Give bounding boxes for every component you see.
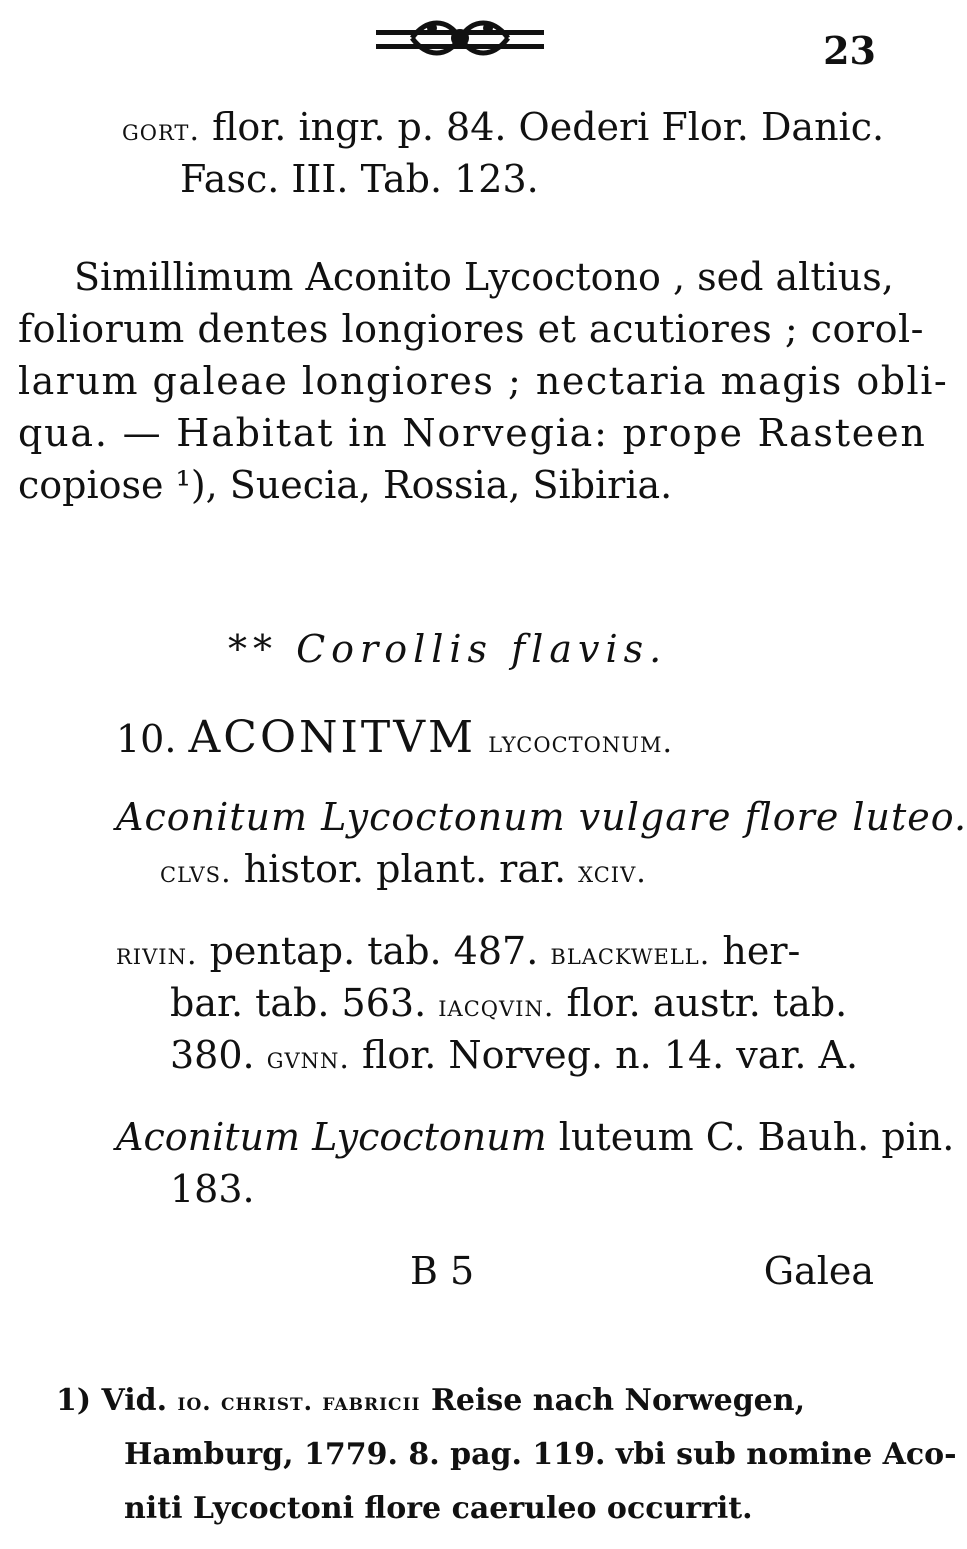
reference-line	[122, 105, 885, 149]
synonym-line	[116, 929, 801, 973]
footnote-text: Reise nach Norwegen,	[430, 1383, 806, 1418]
author-abbrev: iacqvin.	[438, 989, 555, 1024]
species-epithet: lycoctonum.	[488, 725, 673, 760]
footnote-line: Hamburg, 1779. 8. pag. 119. vbi sub nomine Aco-	[124, 1437, 957, 1472]
reference-text: flor. Norveg. n. 14. var. A.	[362, 1033, 859, 1077]
author-abbrev: gort.	[122, 113, 200, 148]
synonym-name: Aconitum Lycoctonum	[116, 1115, 547, 1159]
footnote-text: 1) Vid.	[56, 1383, 168, 1418]
section-heading: ** Corollis flavis.	[228, 627, 668, 671]
description-line: larum galeae longiores ; nectaria magis obli-	[18, 359, 949, 403]
author-abbrev: blackwell.	[550, 937, 711, 972]
synonym-line	[170, 981, 848, 1025]
description-line: foliorum dentes longiores et acutiores ; corol-	[18, 307, 924, 351]
ornament-icon	[372, 12, 548, 64]
genus-name: ACONITVM	[188, 712, 477, 763]
author-abbrev: clvs.	[160, 855, 232, 890]
reference-text: her-	[722, 929, 801, 973]
species-heading	[116, 712, 673, 763]
synonym-line	[170, 1033, 859, 1077]
description-line: qua. — Habitat in Norvegia: prope Rasteen	[18, 411, 927, 455]
description-line: copiose ¹), Suecia, Rossia, Sibiria.	[18, 463, 673, 507]
author-abbrev: gvnn.	[266, 1041, 350, 1076]
footnote-line	[56, 1383, 806, 1418]
catchword: Galea	[763, 1249, 874, 1293]
description-line: Simillimum Aconito Lycoctono , sed altius,	[74, 255, 894, 299]
synonym-line	[116, 1115, 955, 1159]
page-number: 23	[823, 28, 876, 73]
synonym-line	[160, 847, 647, 891]
plate-number: xciv.	[578, 855, 647, 890]
author-abbrev: io. christ. fabricii	[177, 1387, 421, 1416]
reference-text: flor. austr. tab.	[566, 981, 848, 1025]
reference-text: 380.	[170, 1033, 255, 1077]
reference-text: pentap. tab. 487.	[209, 929, 539, 973]
reference-text: histor. plant. rar.	[243, 847, 567, 891]
species-number: 10.	[116, 717, 177, 761]
footnote-line: niti Lycoctoni flore caeruleo occurrit.	[124, 1491, 753, 1526]
reference-text: luteum C. Bauh. pin.	[558, 1115, 955, 1159]
synonym-line: Aconitum Lycoctonum vulgare flore luteo.	[116, 795, 967, 839]
reference-text: flor. ingr. p. 84. Oederi Flor. Danic.	[212, 105, 885, 149]
reference-line: Fasc. III. Tab. 123.	[180, 157, 539, 201]
signature-mark: B 5	[410, 1249, 475, 1293]
reference-text: bar. tab. 563.	[170, 981, 427, 1025]
synonym-line: 183.	[170, 1167, 255, 1211]
author-abbrev: rivin.	[116, 937, 198, 972]
